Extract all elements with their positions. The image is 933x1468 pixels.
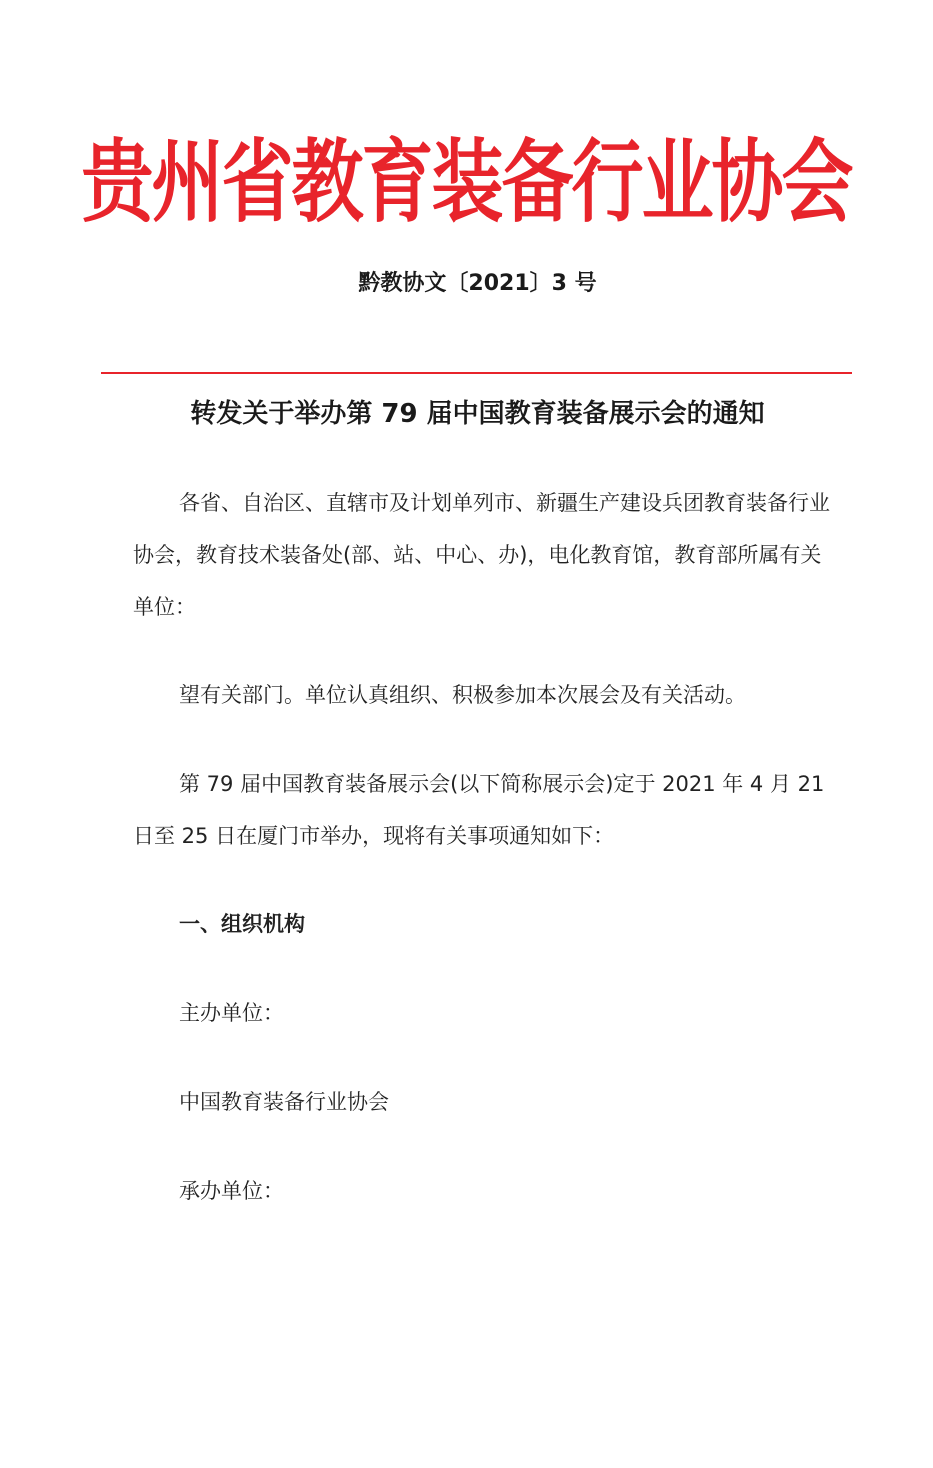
- organizer-label: 承办单位：: [179, 1179, 284, 1203]
- request-paragraph: 望有关部门。单位认真组织、积极参加本次展会及有关活动。: [179, 683, 746, 707]
- intro-paragraph: 第 79 届中国教育装备展示会(以下简称展示会)定于 2021 年 4 月 21 日至 25 日在厦门市举办，现将有关事项通知如下：: [133, 772, 825, 848]
- document-title: 转发关于举办第 79 届中国教育装备展示会的通知: [190, 399, 765, 429]
- red-divider-line: [101, 372, 852, 374]
- issuer-header: 贵州省教育装备行业协会: [81, 128, 852, 235]
- section-heading: 一、组织机构: [179, 912, 305, 936]
- recipients-paragraph: 各省、自治区、直辖市及计划单列市、新疆生产建设兵团教育装备行业协会，教育技术装备处(部、站、中心、办)，电化教育馆，教育部所属有关单位：: [133, 491, 830, 619]
- host-label: 主办单位：: [179, 1001, 284, 1025]
- document-number: 黔教协文〔2021〕3 号: [358, 271, 597, 296]
- host-name: 中国教育装备行业协会: [179, 1090, 389, 1114]
